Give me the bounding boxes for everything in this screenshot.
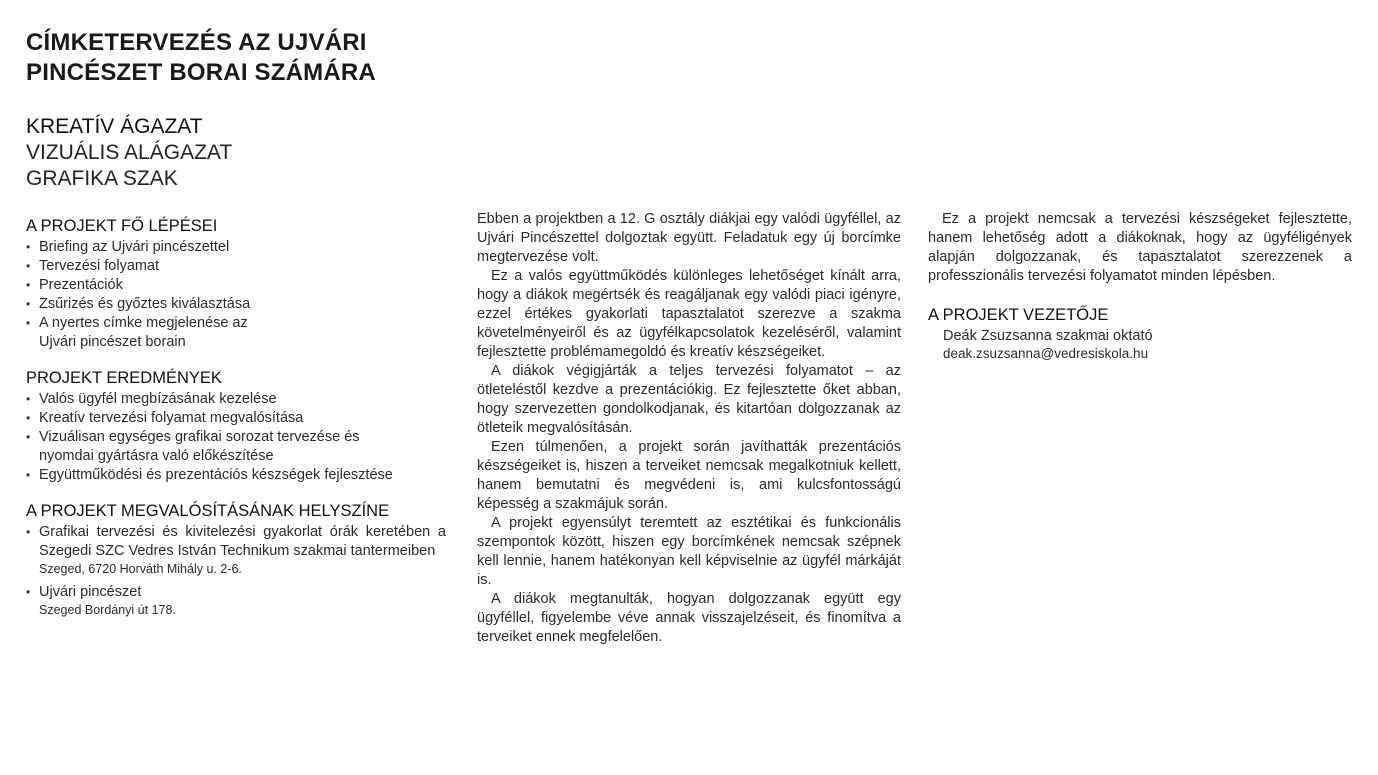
location-text: • Ujvári pincészet [39, 584, 142, 600]
body-paragraph: Ez a projekt nemcsak a tervezési készségeket fejlesztette, hanem lehetőség adott a diákoknak, hogy az ügyféligények alapján dolgozzanak, és tapasztalatot szerezzenek a professzionális tervezési folyamatot minden lépésben. [928, 211, 1352, 284]
body-paragraph: Ezen túlmenően, a projekt során javíthatták prezentációs készségeiket is, hiszen a terveiket nemcsak megalkotniuk kellett, hanem bemutatni és megvédeni is, ami kulcsfontosságú képesség a szakmájuk során. [477, 439, 901, 512]
location-heading: A PROJEKT MEGVALÓSÍTÁSÁNAK HELYSZÍNE [26, 502, 390, 520]
location-list [26, 523, 446, 618]
leader-name: Deák Zsuzsanna szakmai oktató [943, 328, 1153, 344]
list-item: • Zsűrizés és győztes kiválasztása [26, 295, 446, 314]
page-title [26, 28, 376, 88]
steps-heading: A PROJEKT FŐ LÉPÉSEI [26, 217, 218, 235]
list-item: • A nyertes címke megjelenése az Ujvári pincészet borain [26, 314, 284, 352]
middle-column [477, 210, 901, 647]
leader-email[interactable]: deak.zsuzsanna@vedresiskola.hu [943, 346, 1149, 361]
title-line-2: PINCÉSZET BORAI SZÁMÁRA [26, 59, 376, 86]
list-item: • Tervezési folyamat [26, 257, 446, 276]
list-item: • Vizuálisan egységes grafikai sorozat tervezése és nyomdai gyártásra való előkészítése [26, 428, 399, 466]
body-paragraph: Ez a valós együttműködés különleges lehetőséget kínált arra, hogy a diákok megértsék és reagáljanak egy valódi piaci igényre, ezzel értékes gyakorlati tapasztalatot szerezve a szakma követelményeiről és az ügyfélkapcsolatok kezeléséről, valamint fejlesztette problémamegoldó és kreatív készségeiket. [477, 268, 901, 360]
left-column [26, 216, 446, 634]
location-address: Szeged Bordányi út 178. [39, 603, 176, 617]
right-column [928, 210, 1352, 363]
results-heading: PROJEKT EREDMÉNYEK [26, 369, 222, 387]
body-paragraph: A diákok végigjárták a teljes tervezési folyamatot – az ötleteléstől kezdve a prezentációkig. Ez fejlesztette őket abban, hogy szervezetten gondolkodjanak, és kitartóan dolgozzanak az ötleteik megvalósításán. [477, 363, 901, 436]
subtitle-major: GRAFIKA SZAK [26, 167, 178, 190]
list-item [26, 523, 446, 577]
subtitle-block [26, 114, 232, 192]
list-item: • Kreatív tervezési folyamat megvalósítása [26, 409, 446, 428]
list-item: • Valós ügyfél megbízásának kezelése [26, 390, 446, 409]
location-text: • Grafikai tervezési és kivitelezési gyakorlat órák keretében a Szegedi SZC Vedres István Technikum szakmai tantermeiben [39, 524, 446, 559]
body-paragraph: A diákok megtanulták, hogyan dolgozzanak együtt egy ügyféllel, figyelembe véve annak visszajelzéseit, és finomítva a terveiket ennek megfelelően. [477, 591, 901, 645]
subtitle-subsector: VIZUÁLIS ALÁGAZAT [26, 141, 233, 164]
body-paragraph: A projekt egyensúlyt teremtett az esztétikai és funkcionális szempontok között, hiszen egy borcímkének nemcsak szépnek kell lennie, hanem hatékonyan kell képviselnie az ügyfél márkáját is. [477, 515, 901, 588]
list-item: • Briefing az Ujvári pincészettel [26, 238, 446, 257]
location-address: Szeged, 6720 Horváth Mihály u. 2-6. [39, 562, 242, 576]
leader-heading: A PROJEKT VEZETŐJE [928, 306, 1109, 324]
subtitle-sector: KREATÍV ÁGAZAT [26, 115, 203, 138]
body-paragraph: Ebben a projektben a 12. G osztály diákjai egy valódi ügyféllel, az Ujvári Pincészettel dolgoztak együtt. Feladatuk egy új borcímke megtervezése volt. [477, 211, 901, 265]
results-list [26, 390, 446, 485]
list-item: • Együttműködési és prezentációs készségek fejlesztése [26, 466, 399, 485]
list-item: • Prezentációk [26, 276, 446, 295]
steps-list [26, 238, 446, 352]
list-item [26, 583, 446, 618]
title-line-1: CÍMKETERVEZÉS AZ UJVÁRI [26, 29, 367, 56]
